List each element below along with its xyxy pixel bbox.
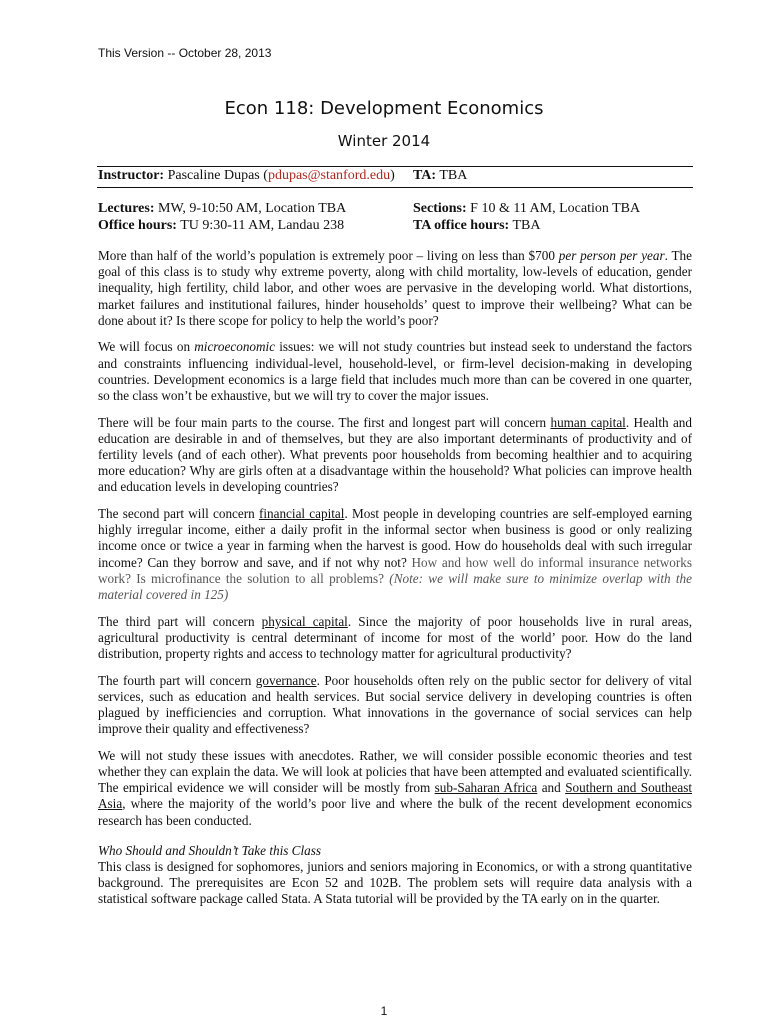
instructor-email-link[interactable]: pdupas@stanford.edu <box>267 168 391 183</box>
page-number: 1 <box>380 1004 388 1018</box>
paragraph-human-capital: There will be four main parts to the course. The first and longest part will concern human capital. Health and education are desirable in and of themselves, but they are also important determinants of productivity and of fertility levels (and of each other). What prevents poor households from becoming healthier and to acquiring more education? Why are girls often at a disadvantage within the household? What policies can improve health and education levels in developing countries? <box>98 414 692 495</box>
term-physical-capital: physical capital <box>261 613 348 629</box>
ta-office-hours-label: TA office hours: <box>413 218 510 233</box>
ta-office-hours-line <box>413 218 540 234</box>
paragraph-physical-capital: The third part will concern physical capital. Since the majority of poor households live in rural areas, agricultural productivity is central determinant of income for most of the world’ poor. How do the land distribution, property rights and access to technology matter for agricultural productivity? <box>98 613 693 662</box>
top-rule <box>97 166 693 167</box>
course-term: Winter 2014 <box>337 132 431 150</box>
paragraph-financial-capital: The second part will concern financial capital. Most people in developing countries are self-employed earning highly irregular income, either a daily profit in the informal sector when business is good or only realizing income once or twice a year in farming when the harvest is good. How do households deal with such irregular income? Can they borrow and save, and if not why not? How and how well do informal insurance networks work? Is microfinance the solution to all problems? (Note: we will make sure to minimize overlap with the material covered in 125) <box>98 506 693 603</box>
term-financial-capital: financial capital <box>258 506 345 522</box>
lectures-value: MW, 9-10:50 AM, Location TBA <box>158 201 347 216</box>
instructor-label: Instructor: <box>98 168 165 183</box>
lectures-line <box>98 201 346 217</box>
section-heading: Who Should and Shouldn’t Take this Class <box>98 842 321 858</box>
term-sub-saharan-africa: sub-Saharan Africa <box>434 780 538 796</box>
ta-office-hours-value: TBA <box>512 218 541 233</box>
paragraph-governance: The fourth part will concern governance. Poor households often rely on the public sector for delivery of vital services, such as education and health services. But social service delivery in developing countries is often plagued by inefficiencies and corruption. What innovations in the governance of social services can help improve their quality and effectiveness? <box>98 672 693 737</box>
sections-label: Sections: <box>413 201 467 216</box>
sections-value: F 10 & 11 AM, Location TBA <box>470 201 641 216</box>
version-line: This Version -- October 28, 2013 <box>98 46 272 60</box>
term-governance: governance <box>255 672 317 688</box>
term-human-capital: human capital <box>550 414 626 430</box>
mid-rule <box>97 187 693 188</box>
instructor-name: Pascaline Dupas <box>167 168 260 183</box>
ta-line <box>413 168 467 184</box>
ta-label: TA: <box>413 168 437 183</box>
paragraph-audience: This class is designed for sophomores, juniors and seniors majoring in Economics, or with a strong quantitative background. The prerequisites are Econ 52 and 102B. The problem sets will require data analysis with a statistical software package called Stata. A Stata tutorial will be provided by the TA early on in the quarter. <box>98 859 692 907</box>
instructor-line: Instructor: Pascaline Dupas (pdupas@stanford.edu) <box>98 168 395 183</box>
course-title: Econ 118: Development Economics <box>224 98 544 119</box>
paragraph-focus: We will focus on microeconomic issues: we will not study countries but instead seek to understand the factors and constraints influencing individual-level, household-level, or firm-level decision-making in developing countries. Development economics is a large field that includes much more than can be covered in one quarter, so the class won’t be exhaustive, but we will try to cover the major issues. <box>98 339 693 404</box>
term-south-southeast-asia: Southern and Southeast Asia <box>98 780 693 812</box>
paragraph-evidence: We will not study these issues with anecdotes. Rather, we will consider possible economic theories and test whether they can explain the data. We will look at policies that have been attempted and evaluated scientifically. The empirical evidence we will consider will be mostly from sub-Saharan Africa and Southern and Southeast Asia, where the majority of the world’s poor live and where the bulk of the recent development economics research has been conducted. <box>98 747 693 828</box>
paragraph-intro: More than half of the world’s population is extremely poor – living on less than $700 per person per year. The goal of this class is to study why extreme poverty, along with child mortality, low-levels of education, gender inequality, high fertility, child labor, and other woes are pervasive in the developing world. What distortions, market failures and institutional failures, hinder households’ quest to improve their wellbeing? What can be done about it? Is there scope for policy to help the world’s poor? <box>98 248 693 328</box>
office-hours-line <box>98 218 344 234</box>
office-hours-value: TU 9:30-11 AM, Landau 238 <box>180 218 345 233</box>
syllabus-body <box>98 248 692 918</box>
office-hours-label: Office hours: <box>98 218 177 233</box>
sections-line <box>413 201 640 217</box>
ta-value: TBA <box>439 168 468 183</box>
lectures-label: Lectures: <box>98 201 155 216</box>
